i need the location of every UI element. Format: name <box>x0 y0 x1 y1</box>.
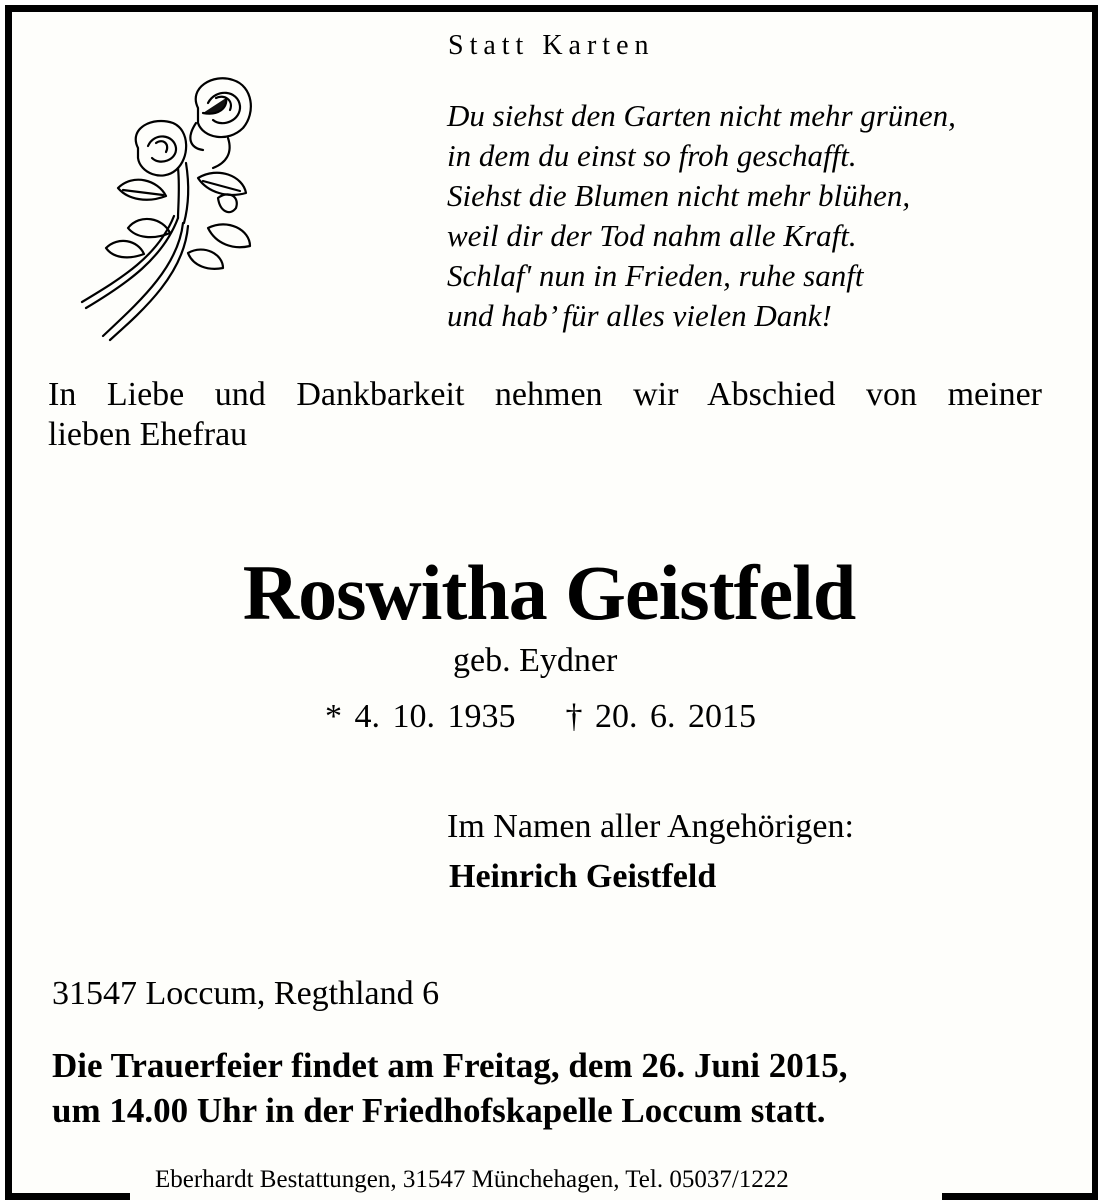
funeral-notice <box>52 1043 847 1133</box>
poem-line: und hab’ für alles vielen Dank! <box>447 298 832 333</box>
intro-text <box>48 375 1042 455</box>
birth-name: geb. Eydner <box>453 642 618 679</box>
life-dates <box>325 698 756 736</box>
footer-undertaker: Eberhardt Bestattungen, 31547 Münchehagen, Tel. 05037/1222 <box>155 1166 789 1193</box>
poem-line: Du siehst den Garten nicht mehr grünen, <box>447 98 956 133</box>
poem <box>447 96 1067 336</box>
poem-line: in dem du einst so froh geschafft. <box>447 138 857 173</box>
poem-line: Schlaf' nun in Frieden, ruhe sanft <box>447 258 864 293</box>
deceased-name: Roswitha Geistfeld <box>242 549 856 636</box>
poem-line: weil dir der Tod nahm alle Kraft. <box>447 218 857 253</box>
address: 31547 Loccum, Regthland 6 <box>52 975 440 1012</box>
funeral-line-2: um 14.00 Uhr in der Friedhofskapelle Loccum statt. <box>52 1091 826 1130</box>
signer-name: Heinrich Geistfeld <box>449 858 717 895</box>
funeral-line-1: Die Trauerfeier findet am Freitag, dem 26. Juni 2015, <box>52 1046 848 1085</box>
poem-line: Siehst die Blumen nicht mehr blühen, <box>447 178 911 213</box>
life-dates-text: * 4. 10. 1935 † 20. 6. 2015 <box>325 698 756 735</box>
on-behalf-text: Im Namen aller Angehörigen: <box>447 808 854 845</box>
intro-line-1: In Liebe und Dankbarkeit nehmen wir Abschied von meiner <box>48 376 1042 413</box>
statt-karten-heading: Statt Karten <box>448 30 655 61</box>
intro-line-2: lieben Ehefrau <box>48 416 248 453</box>
rose-icon <box>78 68 258 348</box>
